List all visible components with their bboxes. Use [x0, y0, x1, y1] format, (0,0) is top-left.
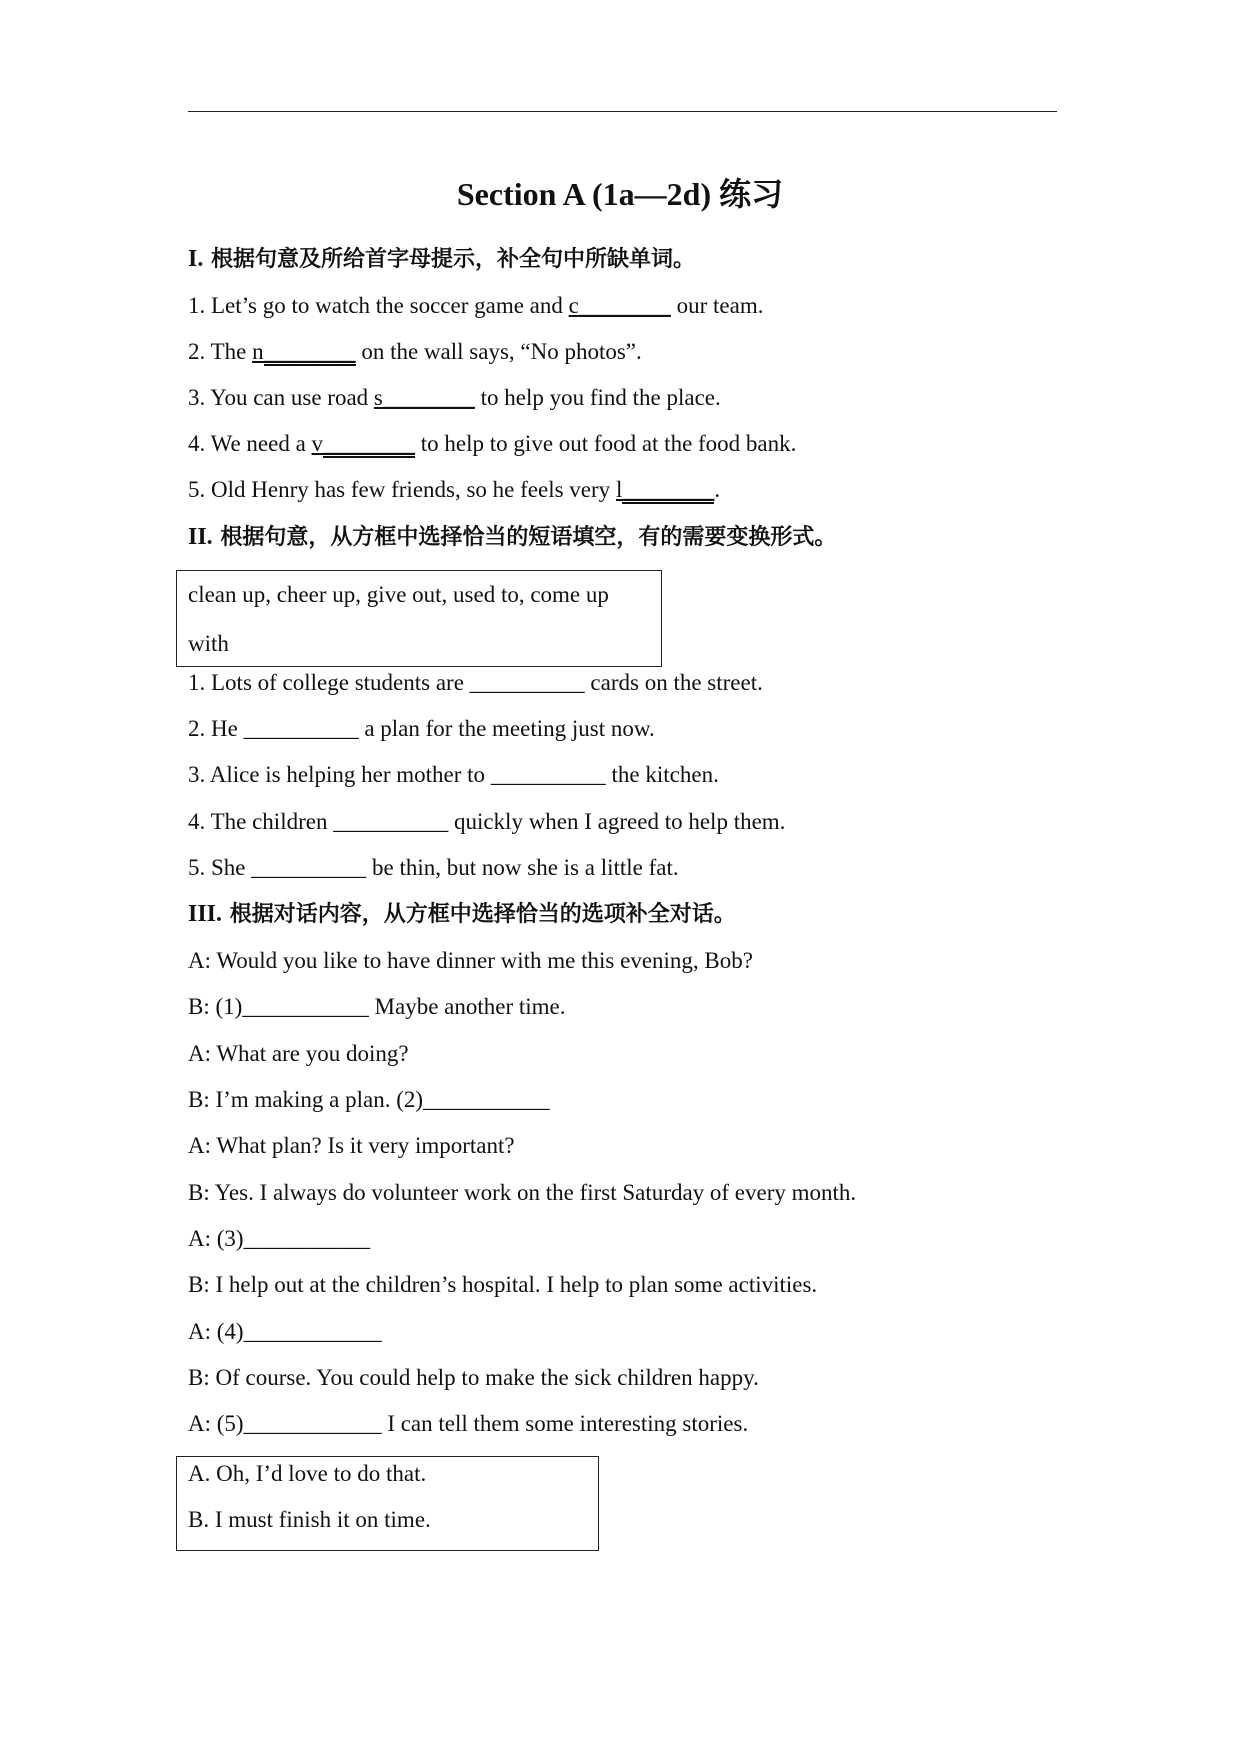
- dialogue-line-10: B: Of course. You could help to make the sick children happy.: [188, 1365, 759, 1390]
- answer-blank[interactable]: ________: [323, 431, 416, 456]
- item-text: on the wall says, “No photos”.: [355, 339, 642, 364]
- part1-item-2: [188, 336, 642, 368]
- item-text: 2. The: [188, 339, 253, 364]
- item-text: .: [714, 477, 721, 502]
- answer-blank[interactable]: ________: [382, 385, 475, 410]
- dialogue-line-3: A: What are you doing?: [188, 1041, 409, 1066]
- part2-item-5: 5. She __________ be thin, but now she is a little fat.: [188, 855, 679, 880]
- dialogue-line-9: A: (4)____________: [188, 1319, 382, 1344]
- item-text: to help to give out food at the food bank.: [415, 431, 797, 456]
- item-text: 1. Let’s go to watch the soccer game and: [188, 293, 569, 318]
- dialogue-line-5: A: What plan? Is it very important?: [188, 1133, 515, 1158]
- answer-blank[interactable]: ________: [578, 293, 671, 318]
- hint-letter: s: [373, 385, 383, 410]
- dialogue-line-8: B: I help out at the children’s hospital. I help to plan some activities.: [188, 1272, 818, 1297]
- part2-heading: [188, 521, 836, 554]
- dialogue-line-1: A: Would you like to have dinner with me this evening, Bob?: [188, 948, 753, 973]
- part1-item-4: [188, 428, 796, 460]
- hint-letter: v: [311, 431, 324, 456]
- option-b: B. I must finish it on time.: [188, 1507, 431, 1532]
- part2-item-3: 3. Alice is helping her mother to __________ the kitchen.: [188, 762, 719, 787]
- part1-heading: [188, 243, 695, 276]
- dialogue-line-6: B: Yes. I always do volunteer work on the first Saturday of every month.: [188, 1180, 857, 1205]
- answer-blank[interactable]: ________: [622, 477, 715, 502]
- part2-heading-number: II.: [188, 524, 213, 550]
- item-text: 3. You can use road: [188, 385, 374, 410]
- part1-heading-text: 根据句意及所给首字母提示，补全句中所缺单词。: [203, 247, 696, 272]
- item-text: to help you find the place.: [474, 385, 721, 410]
- dialogue-line-11: A: (5)____________ I can tell them some interesting stories.: [188, 1411, 749, 1436]
- dialogue-line-4: B: I’m making a plan. (2)___________: [188, 1087, 550, 1112]
- part1-item-5: [188, 474, 720, 506]
- hint-letter: l: [615, 477, 623, 502]
- part1-item-3: [188, 382, 721, 414]
- item-text: our team.: [670, 293, 764, 318]
- part2-heading-text: 根据句意，从方框中选择恰当的短语填空，有的需要变换形式。: [212, 525, 837, 550]
- dialogue-line-2: B: (1)___________ Maybe another time.: [188, 994, 566, 1019]
- part2-item-1: 1. Lots of college students are __________ cards on the street.: [188, 670, 763, 695]
- options-box: [176, 1456, 599, 1551]
- part3-heading-text: 根据对话内容，从方框中选择恰当的选项补全对话。: [222, 902, 736, 927]
- part2-item-4: 4. The children __________ quickly when I agreed to help them.: [188, 809, 786, 834]
- answer-blank[interactable]: ________: [263, 339, 356, 364]
- phrase-box: [176, 570, 662, 667]
- part2-item-2: 2. He __________ a plan for the meeting just now.: [188, 716, 655, 741]
- phrase-box-line-2: with: [188, 631, 229, 656]
- header-rule: [188, 111, 1057, 112]
- item-text: 5. Old Henry has few friends, so he feels very: [188, 477, 616, 502]
- option-a: A. Oh, I’d love to do that.: [188, 1461, 427, 1486]
- dialogue-line-7: A: (3)___________: [188, 1226, 371, 1251]
- part1-heading-number: I.: [188, 246, 204, 272]
- phrase-box-line-1: clean up, cheer up, give out, used to, come up: [188, 582, 609, 607]
- hint-letter: c: [568, 293, 579, 318]
- item-text: 4. We need a: [188, 431, 312, 456]
- hint-letter: n: [252, 339, 264, 364]
- part1-item-1: [188, 290, 763, 322]
- page-title: Section A (1a—2d) 练习: [456, 176, 784, 212]
- part3-heading: [188, 898, 736, 931]
- part3-heading-number: III.: [188, 901, 223, 927]
